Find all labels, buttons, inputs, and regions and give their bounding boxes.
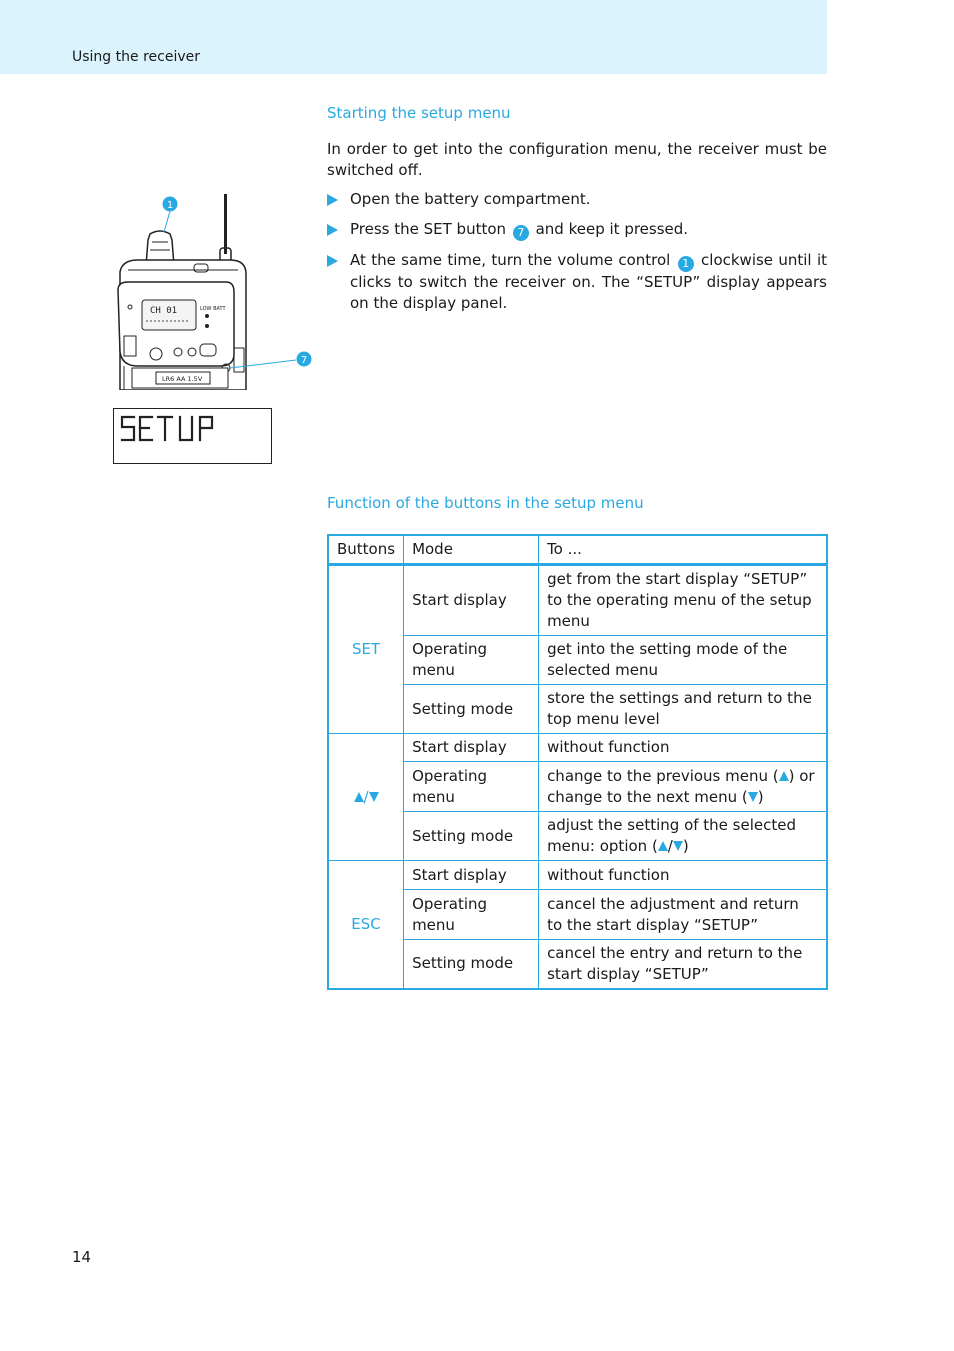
up-arrow-icon	[354, 792, 364, 802]
section-heading-setup: Starting the setup menu	[327, 104, 511, 122]
separator: /	[363, 787, 369, 806]
action-text: )	[757, 787, 764, 806]
down-arrow-icon	[748, 792, 758, 802]
action-cell	[539, 812, 827, 861]
column-header: Mode	[404, 535, 539, 565]
instruction-step	[327, 219, 827, 241]
action-cell: get from the start display “SETUP” to the operating menu of the setup menu	[539, 565, 827, 636]
instruction-step	[327, 189, 827, 210]
arrow-bullet-icon	[327, 194, 338, 206]
table-row	[328, 861, 827, 890]
table-row	[328, 565, 827, 636]
button-function-table	[327, 534, 828, 990]
step-text: Press the SET button	[350, 220, 507, 238]
lcd-setup-display	[113, 408, 272, 464]
mode-cell: Operating menu	[404, 636, 539, 685]
button-name-esc: ESC	[328, 861, 404, 989]
mode-cell: Start display	[404, 565, 539, 636]
action-cell: cancel the entry and return to the start display “SETUP”	[539, 940, 827, 989]
callout-1-icon: 1	[166, 200, 174, 211]
battery-label: LR6 AA 1.5V	[162, 375, 203, 383]
table-row	[328, 734, 827, 762]
instruction-list	[327, 189, 827, 323]
table-row	[328, 940, 827, 989]
callout-7-icon: 7	[300, 355, 308, 366]
down-arrow-icon	[369, 792, 379, 802]
page-number: 14	[72, 1248, 92, 1266]
mode-cell: Setting mode	[404, 940, 539, 989]
action-cell: store the settings and return to the top menu level	[539, 685, 827, 734]
table-row	[328, 685, 827, 734]
receiver-drawing	[108, 190, 318, 390]
circled-number-icon: 7	[513, 225, 529, 241]
display-channel-text: CH 01	[150, 306, 178, 316]
table-row	[328, 762, 827, 812]
column-header: Buttons	[328, 535, 404, 565]
arrow-bullet-icon	[327, 255, 338, 267]
action-cell: get into the setting mode of the selected menu	[539, 636, 827, 685]
lcd-segment-text	[118, 414, 228, 444]
action-text: ) or change to the next menu (	[547, 766, 815, 806]
mode-cell: Setting mode	[404, 812, 539, 861]
down-arrow-icon	[673, 841, 683, 851]
button-name-set: SET	[328, 565, 404, 734]
table-row	[328, 812, 827, 861]
action-cell: without function	[539, 861, 827, 890]
action-text: change to the previous menu (	[547, 766, 779, 785]
svg-text:LOW BATT: LOW BATT	[200, 306, 226, 312]
instruction-step	[327, 250, 827, 314]
mode-cell: Operating menu	[404, 762, 539, 812]
action-text: )	[682, 837, 689, 855]
mode-cell: Start display	[404, 734, 539, 762]
action-cell: without function	[539, 734, 827, 762]
mode-cell: Start display	[404, 861, 539, 890]
up-arrow-icon	[658, 841, 668, 851]
up-arrow-icon	[779, 771, 789, 781]
column-header: To ...	[539, 535, 827, 565]
receiver-illustration	[108, 190, 318, 390]
button-name-up-down	[328, 734, 404, 861]
action-cell	[539, 762, 827, 812]
step-text: and keep it pressed.	[535, 220, 689, 238]
running-header: Using the receiver	[72, 49, 200, 65]
action-cell: cancel the adjustment and return to the start display “SETUP”	[539, 890, 827, 940]
mode-cell: Setting mode	[404, 685, 539, 734]
arrow-bullet-icon	[327, 224, 338, 236]
table-row	[328, 890, 827, 940]
step-text: Open the battery compartment.	[350, 190, 591, 208]
step-text: At the same time, turn the volume control	[350, 251, 671, 269]
table-row	[328, 636, 827, 685]
intro-paragraph: In order to get into the configuration menu, the receiver must be switched off.	[327, 140, 827, 179]
table-header-row	[328, 535, 827, 565]
mode-cell: Operating menu	[404, 890, 539, 940]
section-heading-buttons: Function of the buttons in the setup menu	[327, 494, 644, 512]
circled-number-icon: 1	[678, 256, 694, 272]
action-text: adjust the setting of the selected menu: option (	[547, 816, 796, 855]
action-text: /	[667, 837, 673, 855]
step-text: clockwise until it clicks to switch the receiver on. The “SETUP” display appears on the display panel.	[350, 251, 827, 312]
